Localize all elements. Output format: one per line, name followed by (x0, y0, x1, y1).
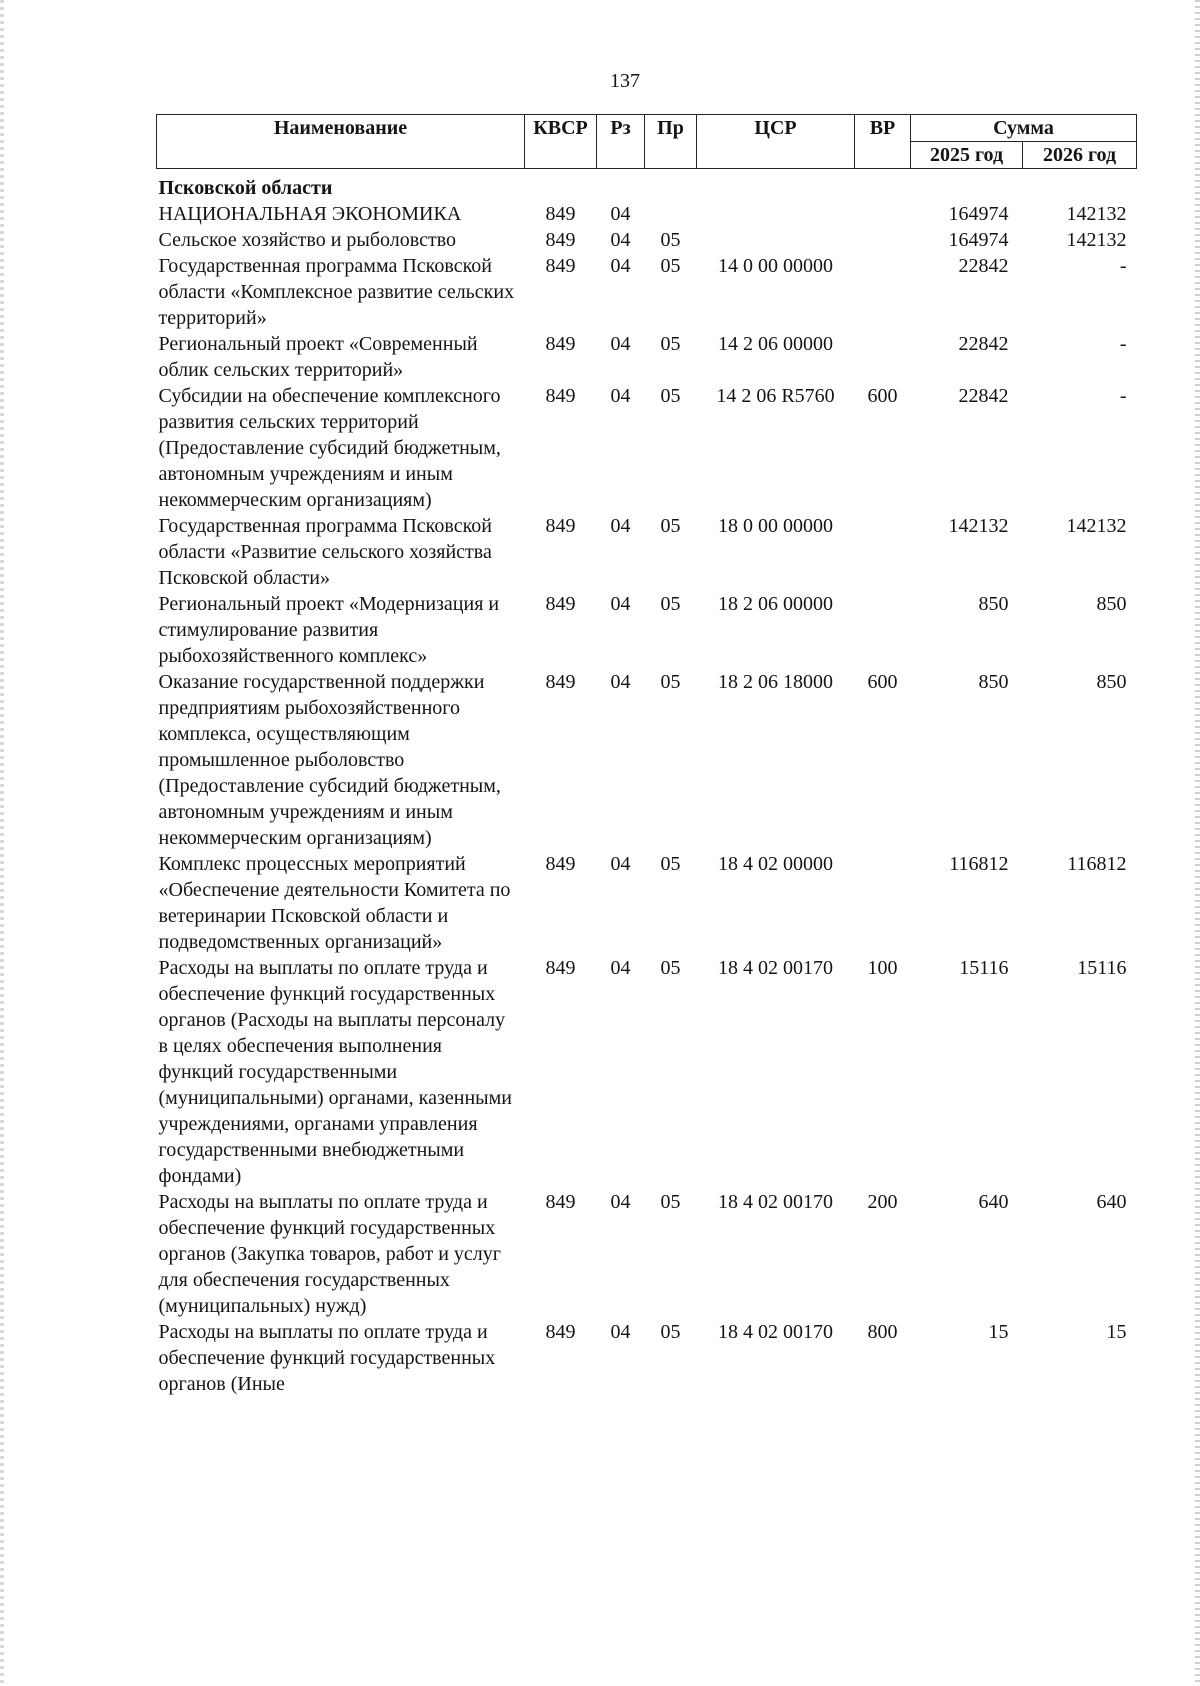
cell-sum-2025: 640 (978, 1191, 1009, 1213)
header-vr: ВР (855, 115, 911, 169)
cell-sum-2026: 142132 (1066, 203, 1127, 225)
cell-rz: 04 (610, 333, 631, 355)
table-row (157, 669, 1137, 851)
cell-sum-2025: 22842 (958, 333, 1009, 355)
cell-csr: 14 0 00 00000 (718, 255, 833, 277)
cell-pr: 05 (660, 853, 681, 875)
cell-sum-2025: 22842 (958, 385, 1009, 407)
table-header (157, 115, 1137, 169)
header-pr: Пр (645, 115, 697, 169)
cell-csr: 18 4 02 00170 (718, 1321, 833, 1343)
cell-csr: 18 2 06 00000 (718, 593, 833, 615)
cell-kvsr: 849 (545, 853, 576, 875)
table-row (157, 201, 1137, 227)
cell-vr (855, 201, 911, 227)
cell-sum-2025: 164974 (948, 229, 1009, 251)
header-kvsr: КВСР (525, 115, 597, 169)
table-row (157, 1319, 1137, 1397)
cell-csr (697, 227, 855, 253)
cell-rz: 04 (610, 229, 631, 251)
cell-kvsr: 849 (545, 593, 576, 615)
cell-pr: 05 (660, 333, 681, 355)
cell-vr: 600 (867, 671, 898, 693)
section-label: Псковской области (158, 177, 333, 199)
cell-sum-2025: 15116 (959, 957, 1009, 979)
cell-name: Комплекс процессных мероприятий «Обеспечение деятельности Комитета по ветеринарии Псковской области и подведомственных организаций» (158, 853, 511, 953)
cell-name: Региональный проект «Модернизация и стимулирование развития рыбохозяйственного комплекс» (158, 593, 500, 667)
table-row (157, 253, 1137, 331)
cell-pr: 05 (660, 255, 681, 277)
table-row (157, 383, 1137, 513)
budget-table (156, 114, 1137, 1397)
cell-sum-2026: 142132 (1066, 229, 1127, 251)
cell-sum-2025: 22842 (958, 255, 1009, 277)
cell-sum-2026: - (1119, 255, 1127, 277)
cell-pr: 05 (660, 385, 681, 407)
cell-csr: 18 4 02 00170 (718, 1191, 833, 1213)
cell-kvsr: 849 (545, 229, 576, 251)
cell-pr (645, 201, 697, 227)
cell-pr: 05 (660, 957, 681, 979)
cell-pr: 05 (660, 593, 681, 615)
table-row (157, 513, 1137, 591)
cell-pr: 05 (660, 1191, 681, 1213)
cell-kvsr: 849 (545, 333, 576, 355)
cell-vr (855, 253, 911, 331)
cell-kvsr: 849 (545, 385, 576, 407)
cell-rz: 04 (610, 853, 631, 875)
cell-name: Расходы на выплаты по оплате труда и обеспечение функций государственных органов (Расходы на выплаты персоналу в целях обеспечения выполнения функций государственными (муниципальными) органами, казенными учреждениями, органами управления государственными внебюджетными фондами) (158, 957, 512, 1187)
cell-name: Сельское хозяйство и рыболовство (158, 229, 457, 251)
cell-rz: 04 (610, 671, 631, 693)
scan-edge-left (0, 0, 4, 1686)
cell-name: Государственная программа Псковской области «Развитие сельского хозяйства Псковской области» (158, 515, 492, 589)
cell-csr (697, 201, 855, 227)
cell-kvsr: 849 (545, 515, 576, 537)
cell-name: Оказание государственной поддержки предприятиям рыбохозяйственного комплекса, осуществляющим промышленное рыболовство (Предоставление субсидий бюджетным, автономным учреждениям и иным некоммерческим организациям) (158, 671, 501, 849)
cell-rz: 04 (610, 385, 631, 407)
cell-rz: 04 (610, 515, 631, 537)
cell-sum-2025: 850 (978, 671, 1009, 693)
cell-csr: 14 2 06 R5760 (716, 385, 835, 407)
table-row (157, 331, 1137, 383)
cell-sum-2026: - (1119, 333, 1127, 355)
header-sum: Сумма (911, 115, 1137, 142)
cell-vr: 600 (867, 385, 898, 407)
cell-vr (855, 591, 911, 669)
header-csr: ЦСР (697, 115, 855, 169)
header-2025: 2025 год (911, 142, 1023, 169)
cell-sum-2025: 15 (988, 1321, 1009, 1343)
scan-edge-right (1195, 0, 1200, 1686)
cell-name: Субсидии на обеспечение комплексного развития сельских территорий (Предоставление субсидий бюджетным, автономным учреждениям и иным некоммерческим организациям) (158, 385, 501, 511)
table-row (157, 955, 1137, 1189)
header-2026: 2026 год (1023, 142, 1137, 169)
cell-kvsr: 849 (545, 1191, 576, 1213)
cell-rz: 04 (610, 1321, 631, 1343)
cell-pr: 05 (660, 671, 681, 693)
cell-sum-2025: 116812 (949, 853, 1009, 875)
cell-vr (855, 227, 911, 253)
page-number: 137 (610, 70, 640, 92)
cell-rz: 04 (610, 593, 631, 615)
table-row (157, 851, 1137, 955)
cell-sum-2026: 142132 (1066, 515, 1127, 537)
cell-name: НАЦИОНАЛЬНАЯ ЭКОНОМИКА (158, 203, 462, 225)
cell-sum-2026: 640 (1096, 1191, 1127, 1213)
cell-sum-2025: 850 (978, 593, 1009, 615)
cell-kvsr: 849 (545, 203, 576, 225)
section-row (157, 169, 1137, 202)
cell-sum-2026: 15116 (1077, 957, 1127, 979)
table-row (157, 227, 1137, 253)
cell-sum-2026: - (1119, 385, 1127, 407)
cell-rz: 04 (610, 255, 631, 277)
cell-name: Государственная программа Псковской области «Комплексное развитие сельских территорий» (158, 255, 515, 329)
cell-name: Региональный проект «Современный облик сельских территорий» (158, 333, 478, 381)
cell-pr: 05 (660, 229, 681, 251)
cell-csr: 18 4 02 00000 (718, 853, 833, 875)
header-rz: Рз (597, 115, 645, 169)
cell-sum-2025: 142132 (948, 515, 1009, 537)
cell-sum-2025: 164974 (948, 203, 1009, 225)
cell-rz: 04 (610, 957, 631, 979)
cell-vr (855, 513, 911, 591)
cell-csr: 18 4 02 00170 (718, 957, 833, 979)
table-body (157, 169, 1137, 1398)
cell-vr: 200 (867, 1191, 898, 1213)
cell-vr: 100 (867, 957, 898, 979)
table-row (157, 1189, 1137, 1319)
cell-kvsr: 849 (545, 957, 576, 979)
cell-rz: 04 (610, 203, 631, 225)
cell-kvsr: 849 (545, 255, 576, 277)
cell-csr: 14 2 06 00000 (718, 333, 833, 355)
cell-sum-2026: 116812 (1067, 853, 1127, 875)
cell-sum-2026: 15 (1106, 1321, 1127, 1343)
cell-csr: 18 0 00 00000 (718, 515, 833, 537)
cell-vr (855, 331, 911, 383)
cell-rz: 04 (610, 1191, 631, 1213)
cell-pr: 05 (660, 515, 681, 537)
cell-name: Расходы на выплаты по оплате труда и обеспечение функций государственных органов (Закупка товаров, работ и услуг для обеспечения государственных (муниципальных) нужд) (158, 1191, 501, 1317)
cell-csr: 18 2 06 18000 (718, 671, 833, 693)
cell-kvsr: 849 (545, 1321, 576, 1343)
cell-name: Расходы на выплаты по оплате труда и обеспечение функций государственных органов (Иные (158, 1321, 496, 1395)
cell-kvsr: 849 (545, 671, 576, 693)
cell-vr (855, 851, 911, 955)
cell-vr: 800 (867, 1321, 898, 1343)
header-name: Наименование (157, 115, 525, 169)
table-row (157, 591, 1137, 669)
cell-sum-2026: 850 (1096, 671, 1127, 693)
cell-pr: 05 (660, 1321, 681, 1343)
cell-sum-2026: 850 (1096, 593, 1127, 615)
